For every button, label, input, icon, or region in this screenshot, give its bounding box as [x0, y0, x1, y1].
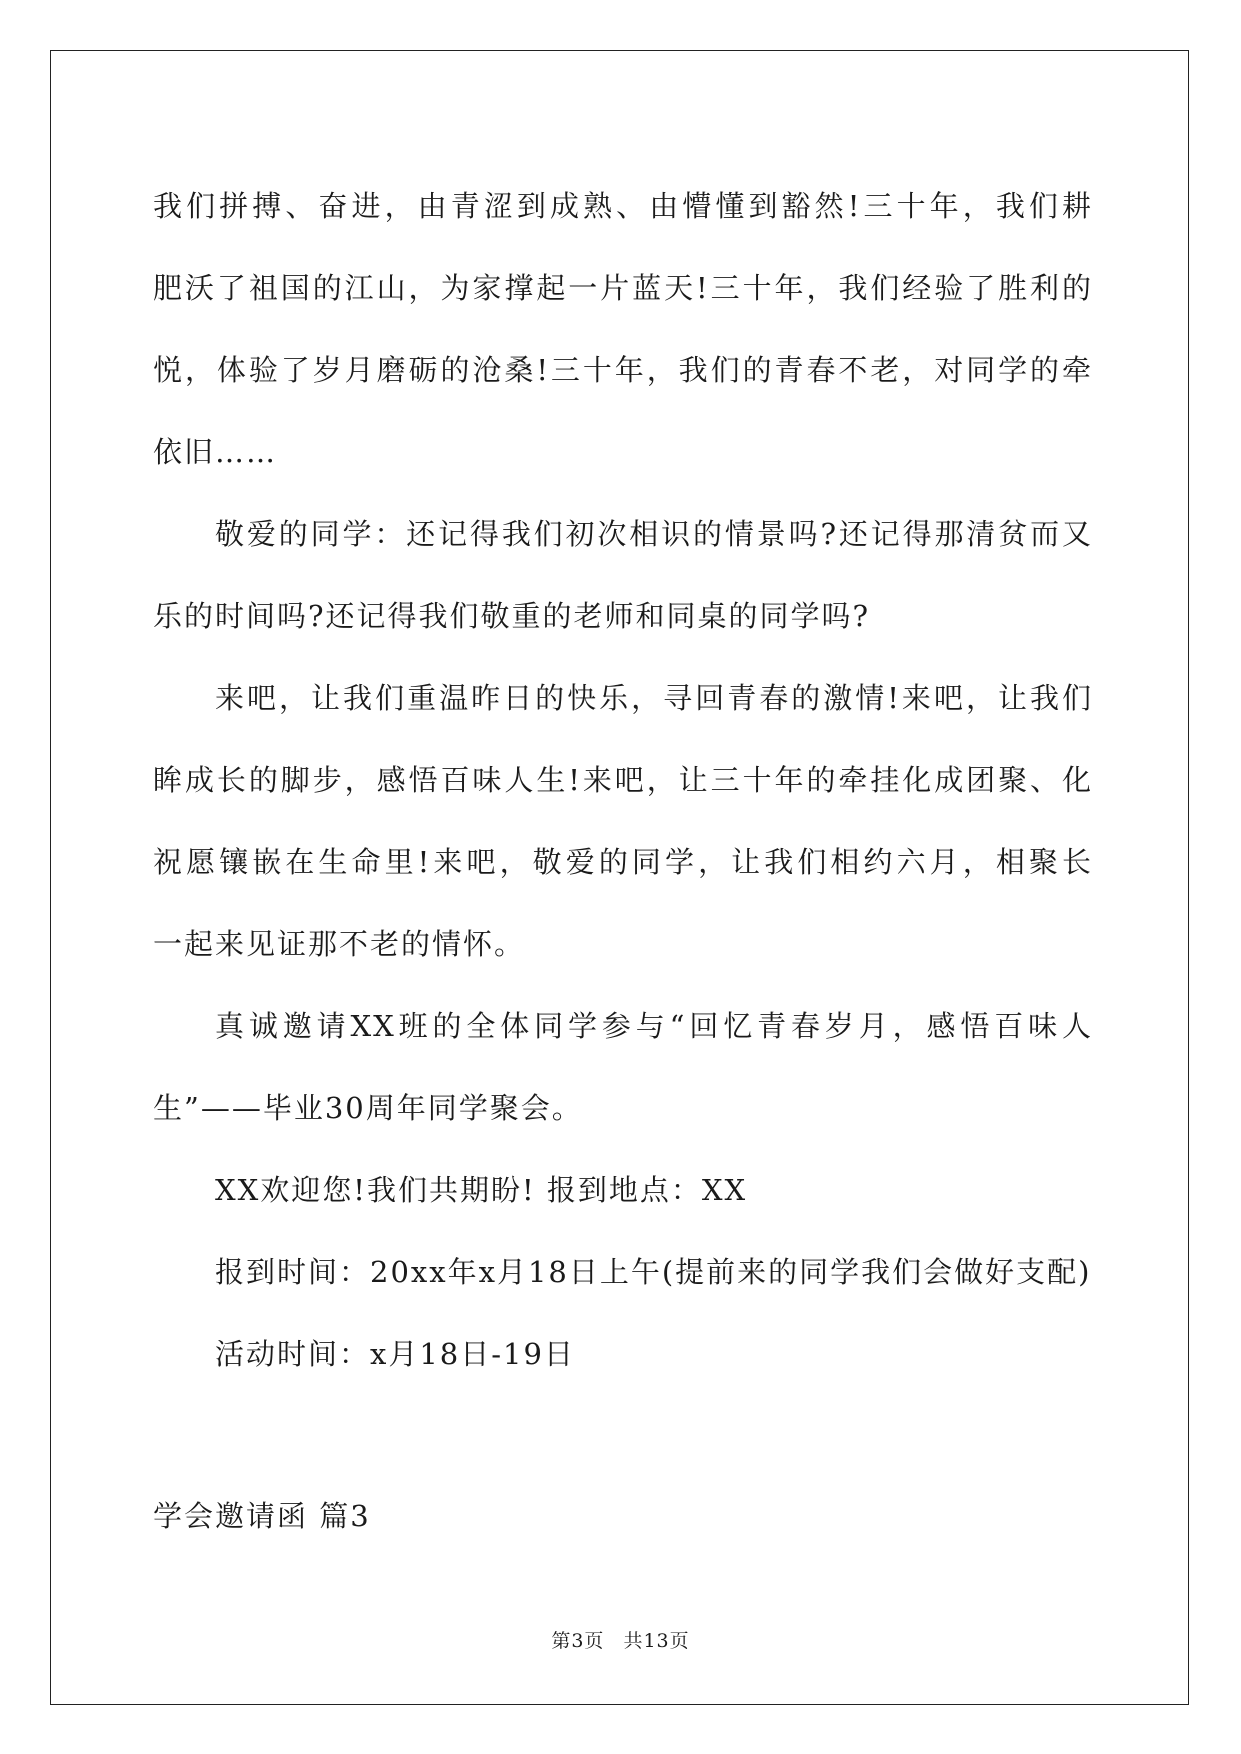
paragraph-line: 敬爱的同学：还记得我们初次相识的情景吗?还记得那清贫而又 [215, 517, 1093, 551]
paragraph-line: 肥沃了祖国的江山，为家撑起一片蓝天!三十年，我们经验了胜利的 [153, 271, 1093, 305]
section-gap [153, 1395, 1093, 1475]
paragraph-line: 眸成长的脚步，感悟百味人生!来吧，让三十年的牵挂化成团聚、化 [153, 763, 1093, 797]
document-body [153, 165, 1093, 1557]
paragraph-line: 报到时间：20xx年x月18日上午(提前来的同学我们会做好支配) [215, 1255, 1092, 1289]
page-total: 共13页 [623, 1630, 690, 1652]
page-footer [0, 1626, 1241, 1653]
paragraph-line: 真诚邀请XX班的全体同学参与“回忆青春岁月，感悟百味人 [215, 1009, 1093, 1043]
paragraph-line: 依旧…… [153, 435, 278, 469]
paragraph-line: 我们拼搏、奋进，由青涩到成熟、由懵懂到豁然!三十年，我们耕 [153, 189, 1093, 223]
paragraph-line: 祝愿镶嵌在生命里!来吧，敬爱的同学，让我们相约六月，相聚长 [153, 845, 1093, 879]
paragraph-line: 一起来见证那不老的情怀。 [153, 927, 526, 961]
section-heading: 学会邀请函 篇3 [153, 1499, 371, 1533]
paragraph-line: 活动时间：x月18日-19日 [215, 1337, 575, 1371]
page-number: 第3页 [551, 1630, 605, 1652]
paragraph-line: 生”——毕业30周年同学聚会。 [153, 1091, 583, 1125]
paragraph-line: 悦，体验了岁月磨砺的沧桑!三十年，我们的青春不老，对同学的牵 [153, 353, 1093, 387]
paragraph-line: 来吧，让我们重温昨日的快乐，寻回青春的激情!来吧，让我们 [215, 681, 1093, 715]
paragraph-line: 乐的时间吗?还记得我们敬重的老师和同桌的同学吗? [153, 599, 871, 633]
paragraph-line: XX欢迎您!我们共期盼! 报到地点：XX [215, 1173, 748, 1207]
